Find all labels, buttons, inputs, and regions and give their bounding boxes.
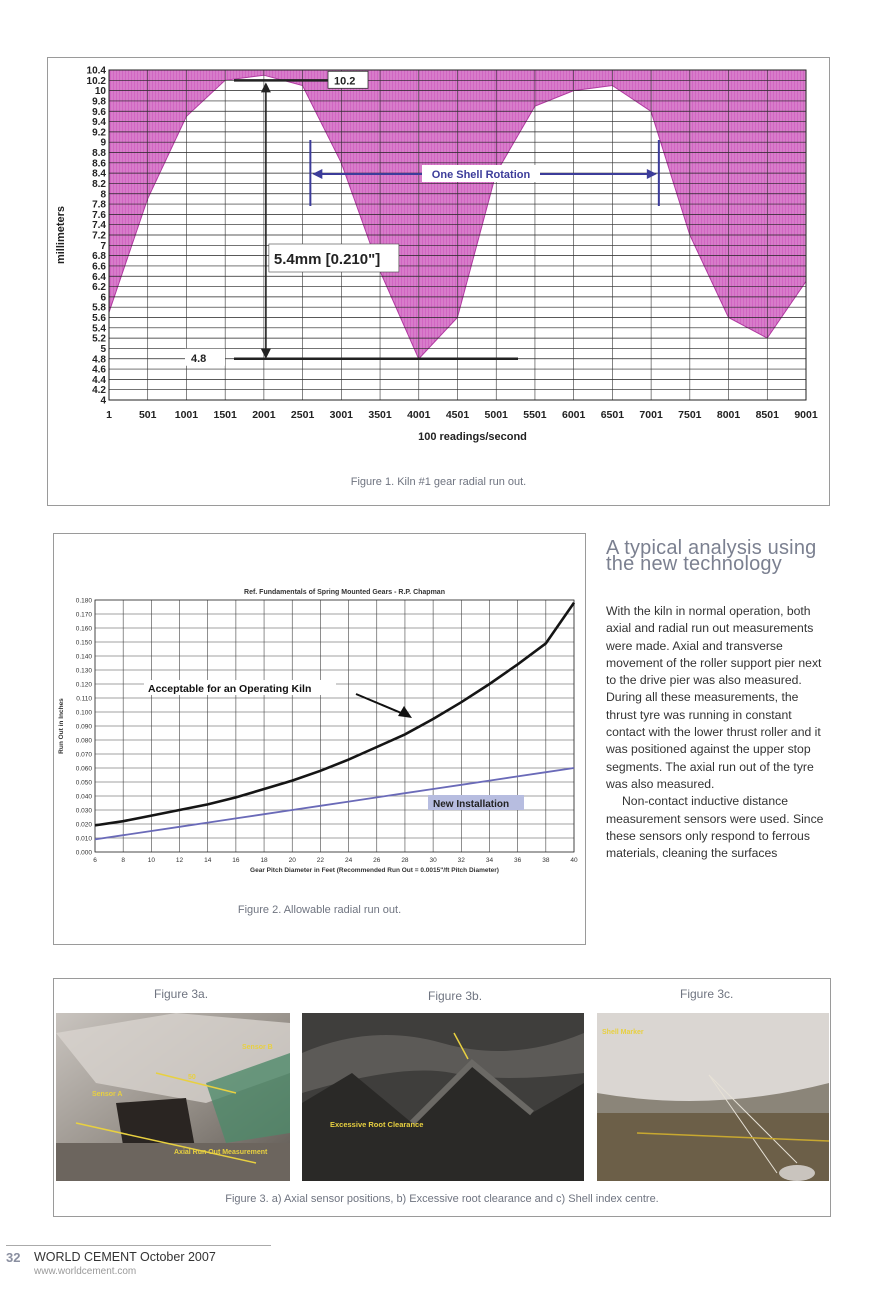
x-tick-label: 36 — [514, 857, 522, 864]
x-tick-label: 4501 — [445, 409, 470, 421]
y-tick-label: 0.040 — [75, 793, 92, 801]
rotation-arrow-head-left — [312, 169, 322, 179]
y-tick-label: 0.050 — [75, 779, 92, 787]
x-tick-label: 18 — [260, 857, 268, 864]
y-tick-label: 0.120 — [75, 681, 92, 689]
x-axis-label: Gear Pitch Diameter in Feet (Recommended Run Out = 0.0015"/ft Pitch Diameter) — [250, 867, 499, 874]
x-tick-label: 16 — [232, 857, 240, 864]
axial-run-out-annotation: Axial Run Out Measurement — [174, 1149, 268, 1156]
x-tick-label: 5501 — [523, 409, 547, 421]
excessive-root-clearance-annotation: Excessive Root Clearance — [330, 1120, 424, 1129]
y-tick-label: 7.8 — [92, 199, 106, 211]
y-axis-label: Run Out in Inches — [58, 698, 65, 754]
angle-annotation: 50 — [188, 1074, 196, 1081]
y-tick-label: 9 — [100, 137, 106, 149]
range-label: 5.4mm [0.210"] — [273, 251, 381, 268]
figure-2-caption: Figure 2. Allowable radial run out. — [237, 904, 402, 916]
x-tick-label: 22 — [316, 857, 325, 864]
y-tick-label: 5.8 — [92, 302, 106, 314]
x-tick-label: 501 — [138, 409, 157, 421]
figure-1-caption: Figure 1. Kiln #1 gear radial run out. — [350, 476, 527, 488]
y-tick-label: 4.8 — [92, 354, 106, 366]
series-line-1 — [95, 603, 574, 826]
publication-url: www.worldcement.com — [34, 1266, 137, 1277]
y-tick-label: 0.130 — [75, 667, 92, 675]
x-tick-label: 7001 — [639, 409, 663, 421]
y-tick-label: 0.150 — [75, 639, 92, 647]
y-tick-label: 6.6 — [92, 261, 106, 273]
y-tick-label: 5.6 — [92, 313, 106, 324]
y-tick-label: 4 — [100, 395, 106, 407]
x-tick-label: 5001 — [484, 409, 508, 421]
x-tick-label: 40 — [570, 857, 578, 864]
page-number: 32 — [6, 1250, 21, 1265]
x-tick-label: 2501 — [290, 409, 315, 421]
x-tick-label: 8 — [121, 857, 125, 864]
y-tick-label: 0.010 — [75, 835, 92, 843]
y-tick-label: 5 — [100, 343, 106, 355]
figure-3c-photo — [597, 1013, 829, 1181]
footer-rule — [6, 1245, 271, 1246]
new-installation-label: New Installation — [433, 799, 510, 810]
x-tick-label: 1501 — [213, 409, 237, 421]
x-tick-label: 3501 — [368, 409, 392, 421]
y-tick-label: 4.6 — [92, 364, 106, 376]
y-tick-label: 4.2 — [92, 385, 106, 397]
article-heading: A typical analysis using the new technology — [606, 537, 817, 575]
x-axis-label: 100 readings/second — [418, 431, 527, 443]
figure-3a-label: Figure 3a. — [154, 987, 209, 1001]
y-tick-label: 9.2 — [92, 127, 106, 139]
x-tick-label: 24 — [344, 857, 353, 864]
y-tick-label: 0.160 — [75, 625, 92, 633]
shell-index-image — [597, 1013, 829, 1181]
x-tick-label: 34 — [485, 857, 494, 864]
x-tick-label: 28 — [401, 857, 409, 864]
y-tick-label: 10 — [94, 86, 106, 98]
y-tick-label: 8.6 — [92, 158, 106, 170]
sensor-b-annotation: Sensor B — [242, 1044, 273, 1051]
y-tick-label: 7.6 — [92, 209, 106, 221]
x-tick-label: 30 — [429, 857, 437, 864]
x-tick-label: 2001 — [252, 409, 276, 421]
y-axis-label: millimeters — [55, 205, 67, 265]
root-clearance-image — [302, 1013, 584, 1181]
x-tick-label: 1 — [106, 409, 112, 421]
y-tick-label: 7.4 — [92, 220, 106, 232]
x-tick-label: 38 — [542, 857, 550, 864]
y-tick-label: 7 — [100, 240, 106, 252]
x-tick-label: 3001 — [329, 409, 354, 421]
x-tick-label: 6501 — [600, 409, 625, 421]
figure-1-chart — [48, 58, 829, 468]
figure-1-panel — [47, 57, 830, 506]
chart-2-title: Ref. Fundamentals of Spring Mounted Gears - R.P. Chapman — [244, 589, 445, 596]
y-tick-label: 5.4 — [92, 323, 106, 335]
y-tick-label: 6.8 — [92, 251, 106, 263]
x-tick-label: 8001 — [716, 409, 741, 421]
shell-marker-annotation: Shell Marker — [602, 1029, 644, 1036]
y-tick-label: 6 — [100, 292, 106, 304]
y-tick-label: 0.180 — [75, 597, 92, 605]
y-tick-label: 0.100 — [75, 709, 92, 717]
x-tick-label: 8501 — [755, 409, 779, 421]
y-tick-label: 4.4 — [92, 374, 106, 386]
y-tick-label: 0.170 — [75, 611, 92, 619]
figure-3-panel — [53, 978, 831, 1217]
x-tick-label: 7501 — [678, 409, 702, 421]
figure-3-caption: Figure 3. a) Axial sensor positions, b) Excessive root clearance and c) Shell index centre. — [225, 1193, 659, 1205]
publication-line: WORLD CEMENT October 2007 — [34, 1250, 216, 1264]
x-tick-label: 6 — [93, 857, 97, 864]
max-label: 10.2 — [334, 75, 356, 88]
y-tick-label: 0.000 — [75, 849, 92, 857]
y-tick-label: 9.4 — [92, 117, 106, 129]
y-tick-label: 8.4 — [92, 168, 106, 180]
y-tick-label: 0.090 — [75, 723, 92, 731]
figure-3a-photo — [56, 1013, 290, 1181]
figure-2-chart — [54, 534, 585, 894]
y-tick-label: 0.020 — [75, 821, 92, 829]
y-tick-label: 5.2 — [92, 333, 106, 345]
article-paragraph-1: With the kiln in normal operation, both axial and radial run out measurements were made. Axial and transverse movement of the roller support pier next to the drive pier was also measured. During all these measurements, the thrust tyre was running in constant contact with the lower thrust roller and it was positioned against the upper stop segments. The axial run out of the tyre was also measured. — [606, 604, 822, 791]
y-tick-label: 0.140 — [75, 653, 92, 661]
y-tick-label: 0.110 — [76, 695, 92, 703]
y-tick-label: 9.8 — [92, 96, 106, 108]
x-tick-label: 9001 — [794, 409, 818, 421]
y-tick-label: 10.4 — [86, 65, 106, 77]
y-tick-label: 0.030 — [75, 807, 92, 815]
x-tick-label: 32 — [457, 857, 465, 864]
y-tick-label: 0.070 — [75, 751, 92, 759]
x-tick-label: 12 — [175, 857, 184, 864]
y-tick-label: 10.2 — [86, 75, 106, 87]
figure-3b-label: Figure 3b. — [428, 989, 483, 1003]
sensor-a-annotation: Sensor A — [92, 1091, 123, 1098]
y-tick-label: 8.2 — [92, 178, 106, 190]
y-tick-label: 8 — [100, 189, 106, 201]
figure-3c-label: Figure 3c. — [680, 987, 734, 1001]
y-tick-label: 0.060 — [75, 765, 92, 773]
figure-2-panel — [53, 533, 586, 945]
x-tick-label: 14 — [204, 857, 212, 864]
y-tick-label: 9.6 — [92, 106, 106, 118]
x-tick-label: 4001 — [407, 409, 431, 421]
y-tick-label: 7.2 — [92, 230, 106, 242]
acceptable-label: Acceptable for an Operating Kiln — [148, 683, 312, 695]
article-body — [606, 603, 828, 862]
y-tick-label: 8.8 — [92, 148, 106, 159]
y-tick-label: 6.2 — [92, 282, 106, 294]
rotation-label: One Shell Rotation — [431, 169, 531, 181]
x-tick-label: 1001 — [174, 409, 199, 421]
figure-3b-photo — [302, 1013, 584, 1181]
article-paragraph-2: Non-contact inductive distance measurement sensors were used. Since these sensors only respond to ferrous materials, cleaning the surfaces — [606, 794, 824, 861]
x-tick-label: 10 — [147, 857, 155, 864]
min-label: 4.8 — [191, 352, 207, 365]
x-tick-label: 20 — [288, 857, 296, 864]
x-tick-label: 6001 — [561, 409, 586, 421]
y-tick-label: 0.080 — [75, 737, 92, 745]
y-tick-label: 6.4 — [92, 271, 106, 283]
x-tick-label: 26 — [373, 857, 381, 864]
